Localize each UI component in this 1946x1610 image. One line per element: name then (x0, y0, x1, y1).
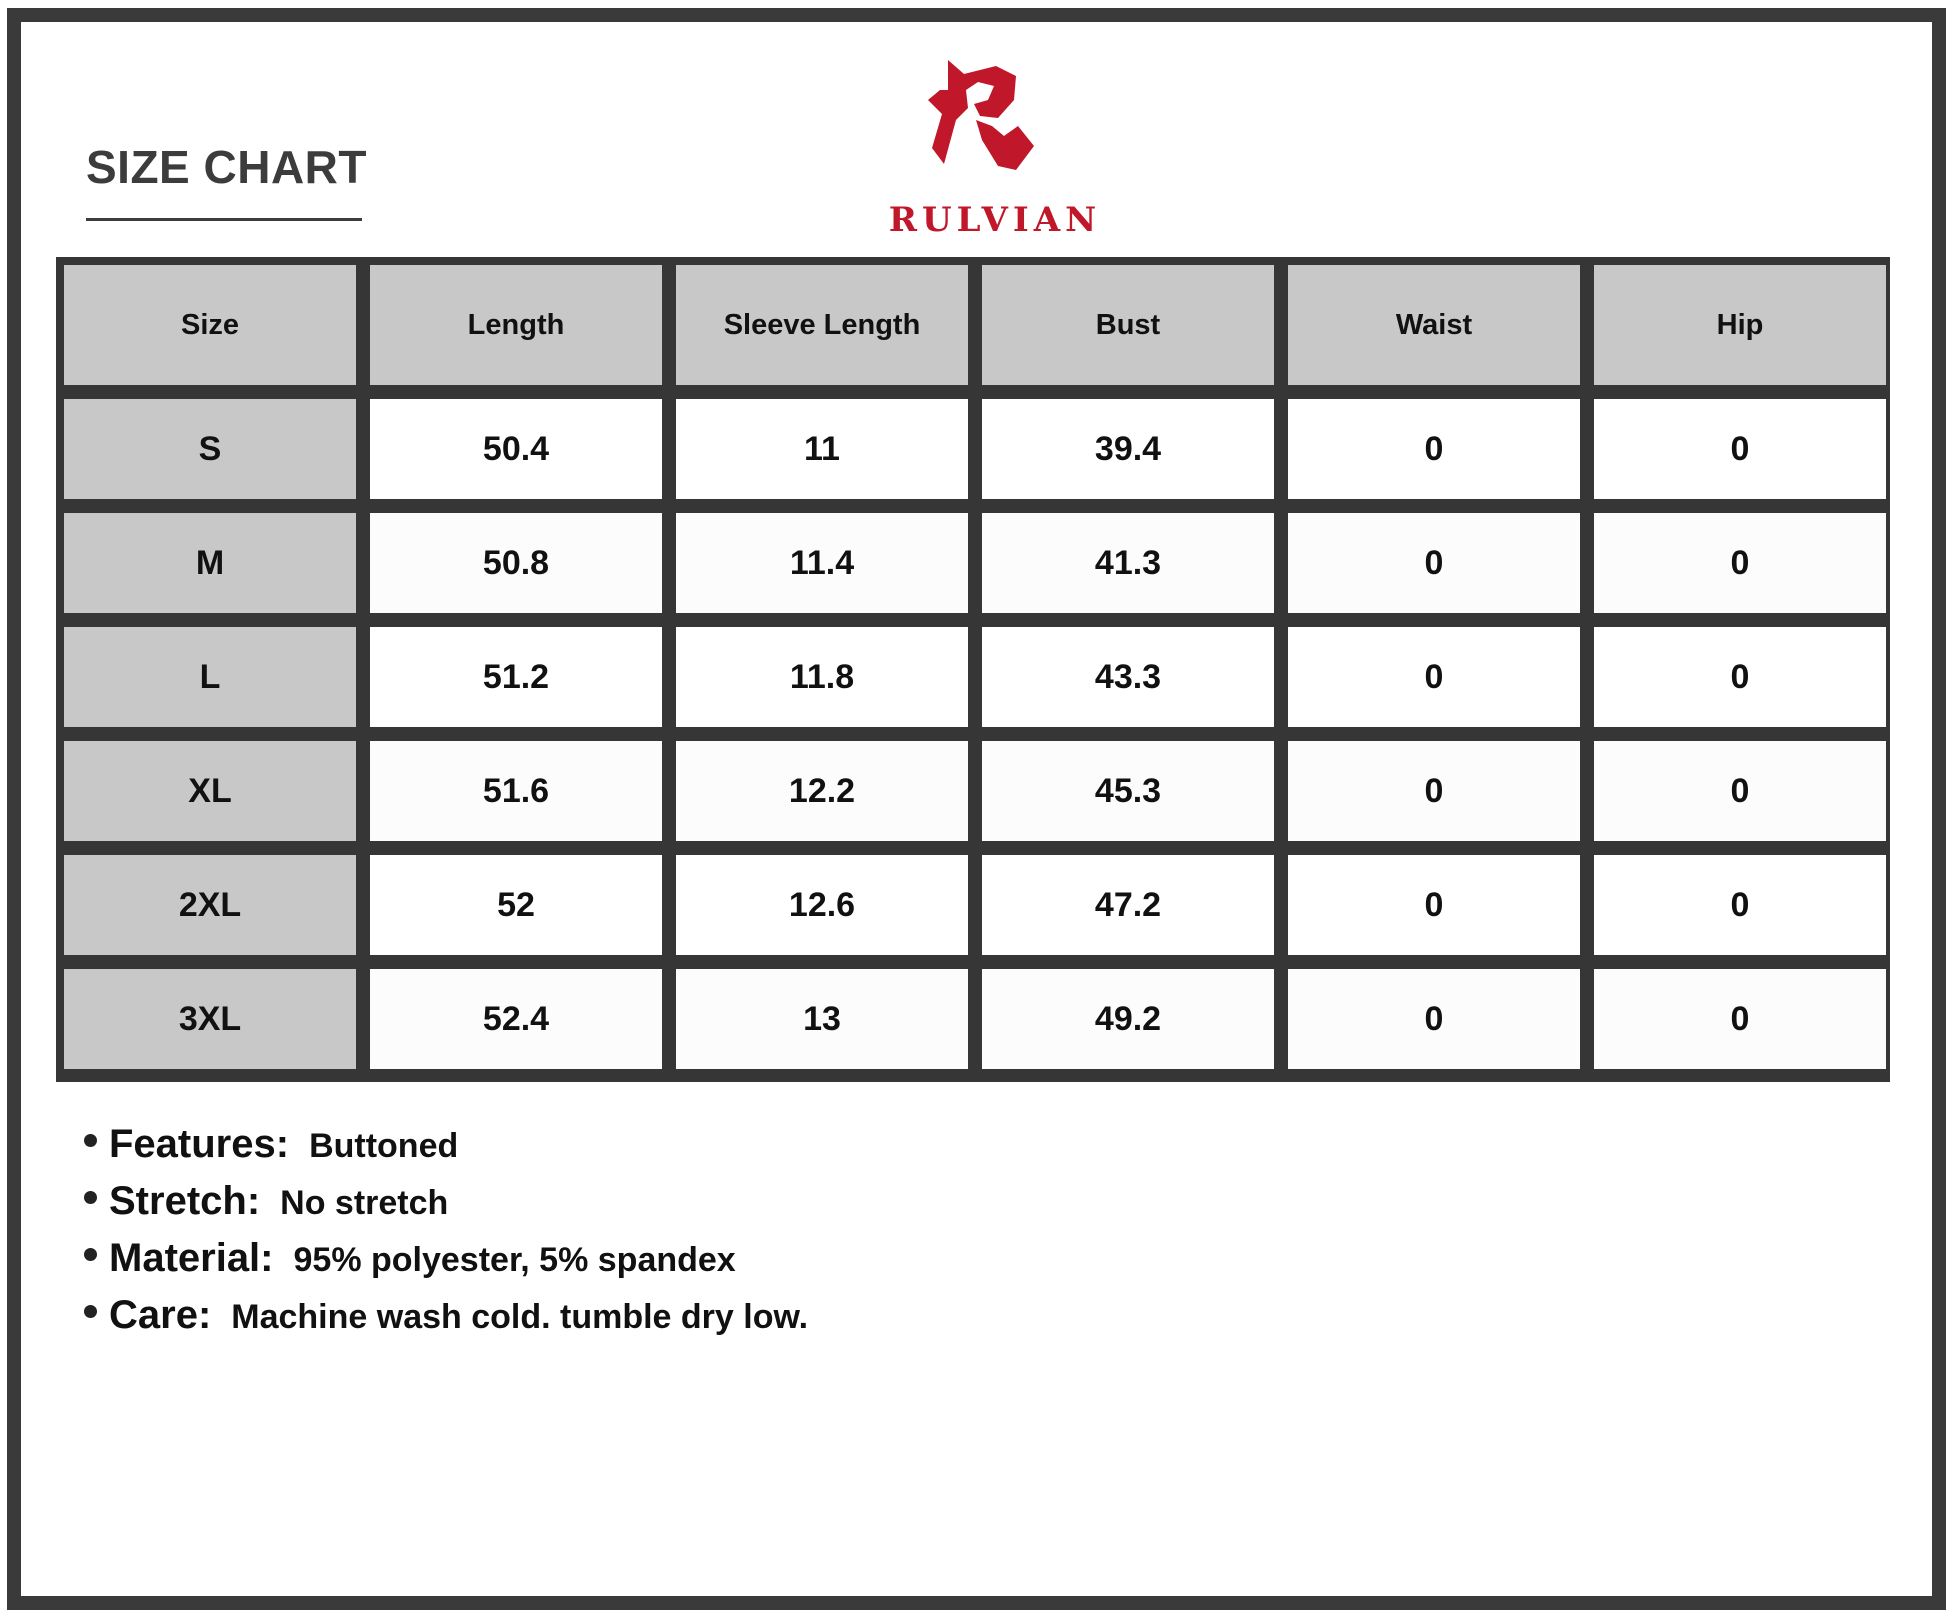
measurement-cell: 0 (1594, 855, 1886, 955)
title-underline (86, 218, 362, 221)
note-value: Machine wash cold. tumble dry low. (231, 1298, 809, 1336)
column-header: Length (370, 265, 662, 385)
measurement-cell: 0 (1594, 399, 1886, 499)
column-header: Sleeve Length (676, 265, 968, 385)
measurement-cell: 45.3 (982, 741, 1274, 841)
measurement-cell: 47.2 (982, 855, 1274, 955)
measurement-cell: 0 (1594, 969, 1886, 1069)
measurement-cell: 0 (1288, 741, 1580, 841)
note-key: Material: (109, 1236, 274, 1280)
measurement-cell: 13 (676, 969, 968, 1069)
measurement-cell: 43.3 (982, 627, 1274, 727)
measurement-cell: 50.8 (370, 513, 662, 613)
note-item (84, 1179, 808, 1236)
bullet-icon (84, 1191, 97, 1204)
note-value: 95% polyester, 5% spandex (293, 1241, 736, 1279)
note-key: Features: (109, 1122, 290, 1166)
measurement-cell: 11 (676, 399, 968, 499)
size-label-cell: S (64, 399, 356, 499)
measurement-cell: 39.4 (982, 399, 1274, 499)
column-header: Bust (982, 265, 1274, 385)
measurement-cell: 0 (1288, 513, 1580, 613)
page-title: SIZE CHART (86, 141, 367, 193)
measurement-cell: 49.2 (982, 969, 1274, 1069)
size-label-cell: 3XL (64, 969, 356, 1069)
note-item (84, 1293, 808, 1350)
size-table (56, 257, 1890, 1082)
measurement-cell: 0 (1288, 855, 1580, 955)
size-label-cell: L (64, 627, 356, 727)
measurement-cell: 0 (1594, 741, 1886, 841)
measurement-cell: 51.2 (370, 627, 662, 727)
bullet-icon (84, 1248, 97, 1261)
column-header: Hip (1594, 265, 1886, 385)
product-notes (84, 1122, 808, 1350)
column-header: Waist (1288, 265, 1580, 385)
note-key: Stretch: (109, 1179, 261, 1223)
measurement-cell: 52 (370, 855, 662, 955)
measurement-cell: 0 (1288, 399, 1580, 499)
bullet-icon (84, 1305, 97, 1318)
rulvian-r-logo-icon (918, 60, 1046, 178)
bullet-icon (84, 1134, 97, 1147)
note-key: Care: (109, 1293, 212, 1337)
size-label-cell: XL (64, 741, 356, 841)
measurement-cell: 0 (1594, 627, 1886, 727)
note-value: No stretch (280, 1184, 449, 1222)
measurement-cell: 52.4 (370, 969, 662, 1069)
measurement-cell: 51.6 (370, 741, 662, 841)
note-value: Buttoned (309, 1127, 459, 1165)
note-item (84, 1236, 808, 1293)
size-label-cell: 2XL (64, 855, 356, 955)
measurement-cell: 11.4 (676, 513, 968, 613)
measurement-cell: 0 (1594, 513, 1886, 613)
measurement-cell: 50.4 (370, 399, 662, 499)
brand-logo (888, 60, 1102, 240)
note-item (84, 1122, 808, 1179)
measurement-cell: 12.6 (676, 855, 968, 955)
measurement-cell: 0 (1288, 627, 1580, 727)
brand-name: RULVIAN (888, 200, 1102, 240)
size-label-cell: M (64, 513, 356, 613)
column-header: Size (64, 265, 356, 385)
measurement-cell: 11.8 (676, 627, 968, 727)
measurement-cell: 12.2 (676, 741, 968, 841)
measurement-cell: 0 (1288, 969, 1580, 1069)
measurement-cell: 41.3 (982, 513, 1274, 613)
